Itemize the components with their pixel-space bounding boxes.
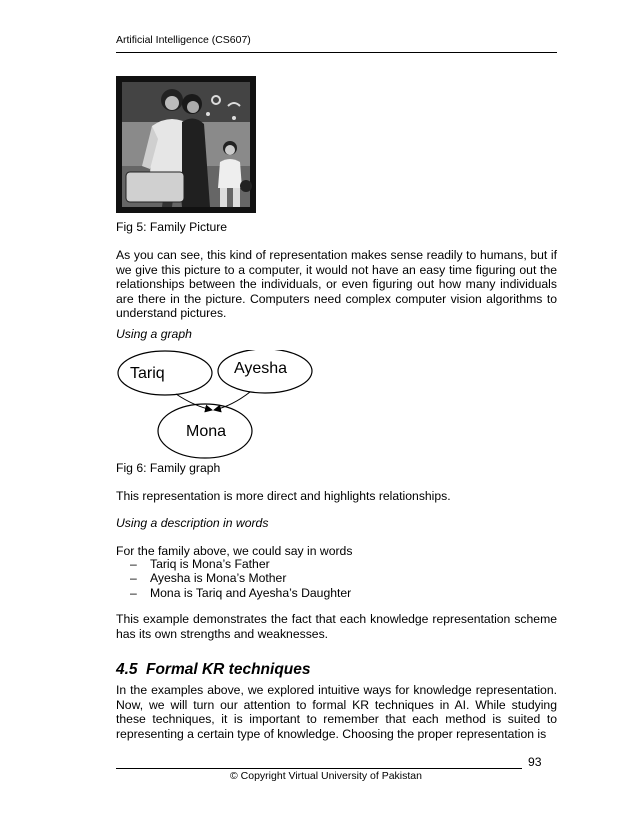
- header-rule: [116, 52, 557, 53]
- footer-copyright: © Copyright Virtual University of Pakistan: [230, 770, 422, 782]
- node-label-tariq: Tariq: [130, 365, 165, 382]
- words-heading: Using a description in words: [116, 516, 269, 530]
- fig5-caption: Fig 5: Family Picture: [116, 220, 228, 234]
- footer-rule: [116, 768, 522, 769]
- relationship-list: [116, 557, 557, 600]
- running-header: Artificial Intelligence (CS607): [116, 34, 251, 46]
- list-item: – Ayesha is Mona’s Mother: [130, 571, 287, 586]
- words-intro: For the family above, we could say in words: [116, 544, 353, 558]
- family-graph: [116, 350, 356, 462]
- graph-heading: Using a graph: [116, 327, 192, 341]
- list-item: – Tariq is Mona’s Father: [130, 557, 270, 571]
- section-title: Formal KR techniques: [146, 661, 311, 678]
- node-label-mona: Mona: [186, 423, 227, 440]
- list-item: – Mona is Tariq and Ayesha’s Daughter: [130, 585, 352, 600]
- fig6-caption: Fig 6: Family graph: [116, 461, 221, 475]
- paragraph-graph-discussion: This representation is more direct and highlights relationships.: [116, 489, 451, 503]
- node-label-ayesha: Ayesha: [234, 360, 288, 377]
- paragraph-strengths: This example demonstrates the fact that each knowledge representation scheme has its own strengths and weaknesses.: [116, 612, 557, 641]
- page-number: 93: [528, 755, 542, 769]
- section-heading: [116, 661, 311, 679]
- family-picture: [116, 76, 256, 213]
- paragraph-formal-kr: In the examples above, we explored intuitive ways for knowledge representation. Now, we will turn our attention to formal KR techniques in AI. While studying these techniques, it is important to remember that each method is suited to representing a certain type of knowledge. Choosing the proper representation is: [116, 683, 557, 741]
- paragraph-picture-discussion: As you can see, this kind of representation makes sense readily to humans, but if we give this picture to a computer, it would not have an easy time figuring out the relationships between the individuals, or even figuring out how many individuals are there in the picture. Computers need complex computer vision algorithms to understand pictures.: [116, 248, 557, 321]
- section-number: 4.5: [116, 661, 138, 678]
